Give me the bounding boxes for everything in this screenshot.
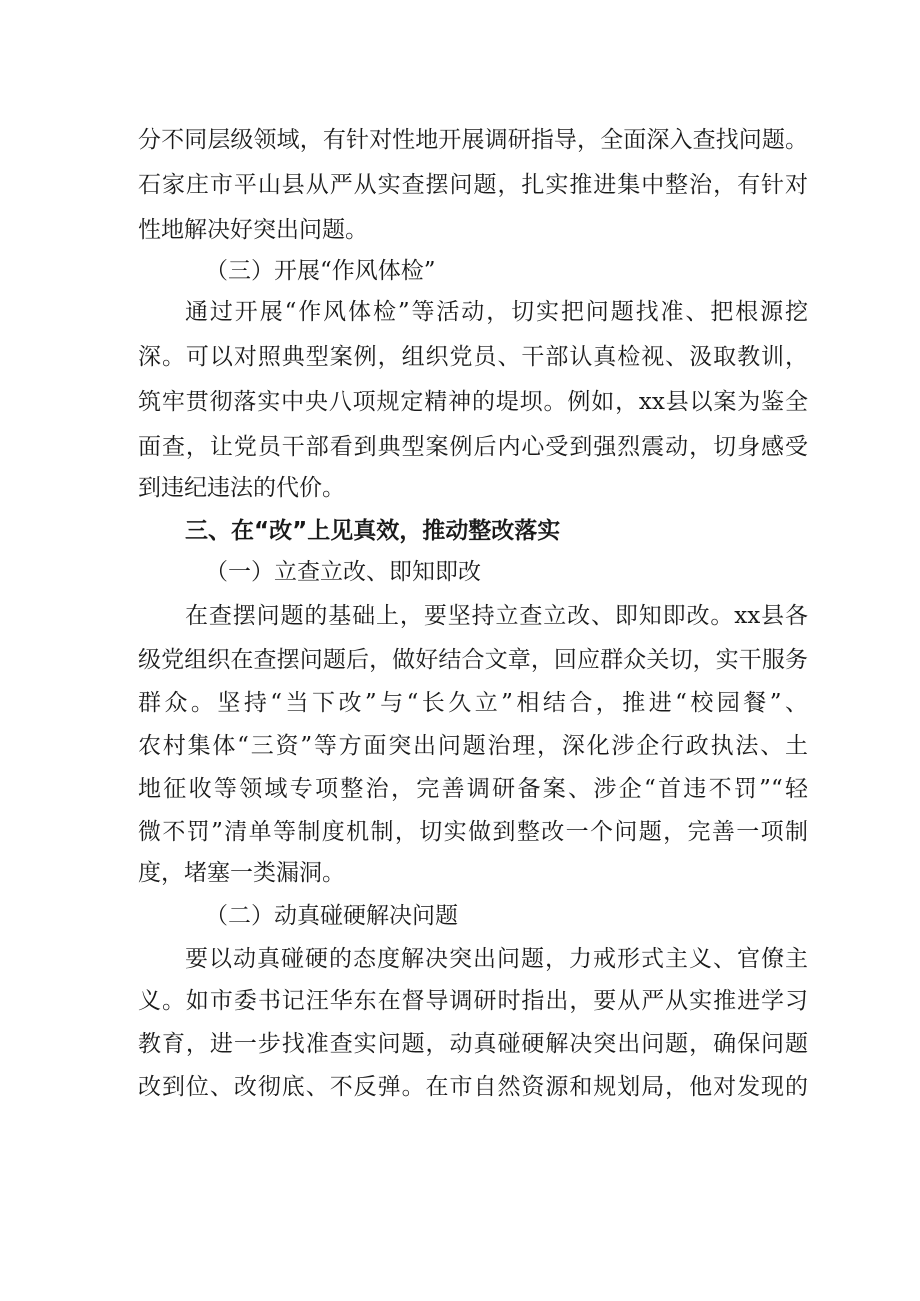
body-text-line: 要以动真碰硬的态度解决突出问题，力戒形式主义、官僚主 xyxy=(185,946,808,972)
body-text-line: 通过开展“作风体检”等活动，切实把问题找准、把根源挖 xyxy=(185,299,808,325)
body-text-line: 地征收等领域专项整治，完善调研备案、涉企“首违不罚”“轻 xyxy=(138,776,808,802)
subsection-heading: （二）动真碰硬解决问题 xyxy=(205,903,458,929)
body-text-line: 到违纪违法的代价。 xyxy=(138,475,345,501)
body-text-line: 级党组织在查摆问题后，做好结合文章，回应群众关切，实干服务 xyxy=(138,647,808,673)
body-text-line: 改到位、改彻底、不反弹。在市自然资源和规划局，他对发现的 xyxy=(138,1074,808,1100)
body-text-line: 深。可以对照典型案例，组织党员、干部认真检视、汲取教训， xyxy=(138,344,808,370)
body-text-line: 教育，进一步找准查实问题，动真碰硬解决突出问题，确保问题 xyxy=(138,1031,808,1057)
subsection-heading: （一）立查立改、即知即改 xyxy=(205,559,481,585)
body-text-line: 面查，让党员干部看到典型案例后内心受到强烈震动，切身感受 xyxy=(138,434,808,460)
body-text-line: 在查摆问题的基础上，要坚持立查立改、即知即改。xx县各 xyxy=(185,603,808,629)
section-heading: 三、在“改”上见真效，推动整改落实 xyxy=(185,518,561,544)
body-text-line: 微不罚”清单等制度机制，切实做到整改一个问题，完善一项制 xyxy=(138,819,808,845)
body-text-line: 度，堵塞一类漏洞。 xyxy=(138,860,345,886)
body-text-line: 农村集体“三资”等方面突出问题治理，深化涉企行政执法、土 xyxy=(138,733,808,759)
subsection-heading: （三）开展“作风体检” xyxy=(205,258,436,284)
body-text-line: 分不同层级领域，有针对性地开展调研指导，全面深入查找问题。 xyxy=(138,127,808,153)
body-text-line: 筑牢贯彻落实中央八项规定精神的堤坝。例如，xx县以案为鉴全 xyxy=(138,389,808,415)
body-text-line: 义。如市委书记汪华东在督导调研时指出，要从严从实推进学习 xyxy=(138,988,808,1014)
body-text-line: 群众。坚持“当下改”与“长久立”相结合，推进“校园餐”、 xyxy=(138,690,808,716)
body-text-line: 石家庄市平山县从严从实查摆问题，扎实推进集中整治，有针对 xyxy=(138,172,808,198)
body-text-line: 性地解决好突出问题。 xyxy=(138,217,368,243)
